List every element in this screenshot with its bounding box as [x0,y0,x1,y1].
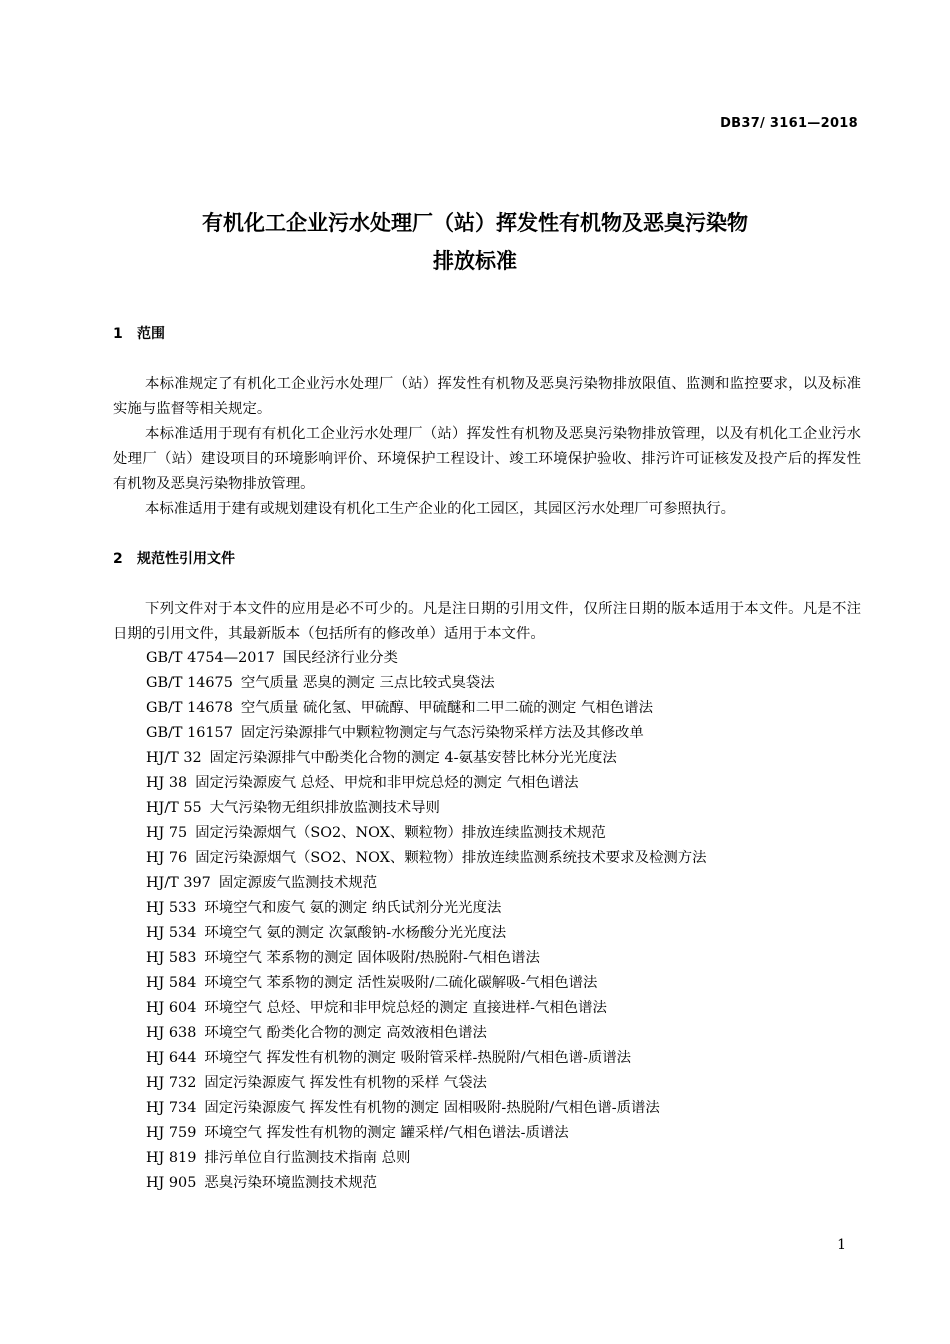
reference-code: HJ/T 32 [146,750,202,766]
reference-title: 环境空气 挥发性有机物的测定 罐采样/气相色谱法-质谱法 [204,1125,569,1141]
reference-code: HJ 638 [146,1025,197,1041]
reference-title: 大气污染物无组织排放监测技术导则 [209,800,440,816]
reference-code: HJ 734 [146,1100,197,1116]
reference-code: HJ 76 [146,850,188,866]
reference-item [146,921,707,946]
section-2-title: 规范性引用文件 [137,551,235,567]
section-1-heading [113,324,165,344]
reference-title: 环境空气 酚类化合物的测定 高效液相色谱法 [204,1025,487,1041]
reference-title: 固定污染源烟气（SO2、NOX、颗粒物）排放连续监测技术规范 [195,825,606,841]
reference-title: 环境空气 苯系物的测定 活性炭吸附/二硫化碳解吸-气相色谱法 [204,975,598,991]
reference-title: 环境空气 苯系物的测定 固体吸附/热脱附-气相色谱法 [204,950,540,966]
reference-code: HJ 584 [146,975,197,991]
reference-code: HJ 644 [146,1050,197,1066]
reference-item [146,1071,707,1096]
reference-code: GB/T 14675 [146,675,233,691]
reference-title: 固定污染源废气 总烃、甲烷和非甲烷总烃的测定 气相色谱法 [195,775,579,791]
reference-item [146,821,707,846]
reference-title: 固定污染源废气 挥发性有机物的采样 气袋法 [204,1075,487,1091]
reference-item [146,696,707,721]
document-code: DB37/ 3161—2018 [720,116,858,131]
reference-code: HJ/T 55 [146,800,202,816]
reference-item [146,646,707,671]
section-1-title: 范围 [137,326,165,342]
reference-code: HJ 583 [146,950,197,966]
reference-code: HJ/T 397 [146,875,211,891]
reference-title: 固定源废气监测技术规范 [218,875,378,891]
reference-item [146,946,707,971]
reference-item [146,1121,707,1146]
reference-code: HJ 75 [146,825,188,841]
reference-code: HJ 905 [146,1175,197,1191]
reference-title: 环境空气 挥发性有机物的测定 吸附管采样-热脱附/气相色谱-质谱法 [204,1050,632,1066]
section-1-number: 1 [113,326,123,342]
reference-item [146,671,707,696]
reference-title: 空气质量 恶臭的测定 三点比较式臭袋法 [240,675,495,691]
reference-code: HJ 759 [146,1125,197,1141]
reference-item [146,896,707,921]
page-number: 1 [837,1237,846,1253]
reference-item [146,846,707,871]
reference-item [146,1046,707,1071]
section-2-heading [113,549,235,569]
reference-code: HJ 819 [146,1150,197,1166]
reference-title: 固定污染源废气 挥发性有机物的测定 固相吸附-热脱附/气相色谱-质谱法 [204,1100,660,1116]
reference-title: 环境空气和废气 氨的测定 纳氏试剂分光光度法 [204,900,502,916]
reference-code: HJ 38 [146,775,188,791]
reference-item [146,1171,707,1196]
document-title-line-1: 有机化工企业污水处理厂（站）挥发性有机物及恶臭污染物 [202,211,748,235]
reference-title: 固定污染源排气中颗粒物测定与气态污染物采样方法及其修改单 [240,725,644,741]
reference-title: 环境空气 总烃、甲烷和非甲烷总烃的测定 直接进样-气相色谱法 [204,1000,607,1016]
reference-item [146,871,707,896]
section-1-paragraph: 本标准适用于建有或规划建设有机化工生产企业的化工园区，其园区污水处理厂可参照执行。 [145,501,736,517]
reference-code: HJ 533 [146,900,197,916]
reference-item [146,1146,707,1171]
reference-title: 国民经济行业分类 [282,650,398,666]
reference-item [146,771,707,796]
reference-title: 环境空气 氨的测定 次氯酸钠-水杨酸分光光度法 [204,925,507,941]
reference-list [146,646,707,1196]
reference-item [146,1021,707,1046]
reference-item [146,1096,707,1121]
reference-code: GB/T 4754—2017 [146,650,275,666]
reference-title: 排污单位自行监测技术指南 总则 [204,1150,411,1166]
reference-code: HJ 534 [146,925,197,941]
reference-title: 空气质量 硫化氢、甲硫醇、甲硫醚和二甲二硫的测定 气相色谱法 [240,700,653,716]
reference-code: GB/T 16157 [146,725,233,741]
reference-item [146,996,707,1021]
document-title-line-2: 排放标准 [433,249,517,273]
section-2-number: 2 [113,551,123,567]
reference-code: HJ 604 [146,1000,197,1016]
reference-code: GB/T 14678 [146,700,233,716]
reference-title: 固定污染源排气中酚类化合物的测定 4-氨基安替比林分光光度法 [209,750,617,766]
section-1-paragraph: 本标准规定了有机化工企业污水处理厂（站）挥发性有机物及恶臭污染物排放限值、监测和监控要求，以及标准实施与监督等相关规定。 [113,376,861,417]
reference-item [146,746,707,771]
reference-item [146,971,707,996]
reference-title: 恶臭污染环境监测技术规范 [204,1175,378,1191]
reference-item [146,721,707,746]
reference-title: 固定污染源烟气（SO2、NOX、颗粒物）排放连续监测系统技术要求及检测方法 [195,850,707,866]
section-2-intro: 下列文件对于本文件的应用是必不可少的。凡是注日期的引用文件，仅所注日期的版本适用于本文件。凡是不注日期的引用文件，其最新版本（包括所有的修改单）适用于本文件。 [113,601,861,642]
section-1-paragraph: 本标准适用于现有有机化工企业污水处理厂（站）挥发性有机物及恶臭污染物排放管理，以及有机化工企业污水处理厂（站）建设项目的环境影响评价、环境保护工程设计、竣工环境保护验收、排污许可证核发及投产后的挥发性有机物及恶臭污染物排放管理。 [113,426,861,492]
reference-code: HJ 732 [146,1075,197,1091]
reference-item [146,796,707,821]
